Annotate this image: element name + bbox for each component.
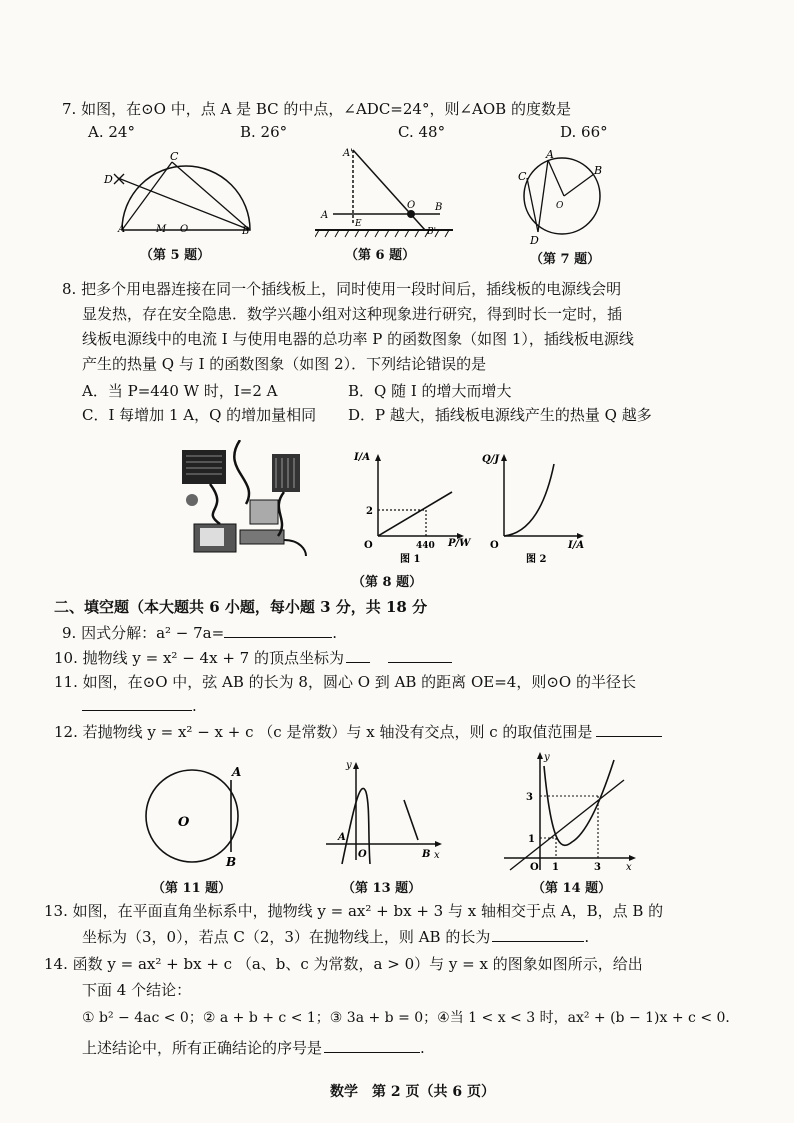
figure-14 — [500, 746, 640, 876]
caption-fig14: （第 14 题） — [532, 881, 612, 896]
fig11-label-o: O — [178, 815, 190, 830]
fig6-label-b: B — [435, 202, 443, 213]
q14-text: 上述结论中，所有正确结论的序号是 — [82, 1039, 323, 1057]
fig14-label-x: x — [626, 862, 632, 873]
q7-option-c: C. 48° — [398, 123, 446, 141]
figure-5 — [100, 150, 260, 240]
q9-answer-blank[interactable] — [224, 623, 332, 638]
graph2-ylabel: Q/J — [482, 454, 500, 465]
fig5-label-b: B — [242, 226, 250, 237]
fig7-label-a: A — [546, 148, 554, 161]
fig13-label-y: y — [346, 760, 352, 771]
q11-answer-blank[interactable] — [82, 696, 192, 711]
q8-option-a: A．当 P=440 W 时，I=2 A — [82, 382, 278, 400]
fig14-label-x1: 1 — [552, 862, 559, 873]
fig13-label-x: x — [434, 850, 440, 861]
fig14-label-y1: 1 — [528, 834, 535, 845]
graph1-ylabel: I/A — [354, 452, 371, 463]
graph-2 — [476, 448, 598, 566]
fig7-label-o: O — [556, 201, 564, 211]
fig6-label-a: A — [321, 210, 329, 221]
fig6-label-b-prime: B' — [427, 227, 437, 237]
graph2-caption: 图 2 — [526, 554, 547, 565]
figure-13 — [322, 756, 452, 871]
q13-end: . — [584, 928, 590, 946]
fig5-label-a: A — [118, 224, 126, 235]
q8-line-2: 显发热，存在安全隐患．数学兴趣小组对这种现象进行研究，得到时长一定时，插 — [82, 305, 623, 323]
q12-question — [54, 722, 662, 742]
fig6-label-e: E — [355, 219, 362, 229]
q9-end: . — [332, 624, 337, 642]
q8-line-1: 8. 把多个用电器连接在同一个插线板上，同时使用一段时间后，插线板的电源线会明 — [62, 280, 622, 298]
q11-line-2 — [82, 696, 197, 716]
fig14-label-y3: 3 — [526, 792, 533, 803]
fig11-label-b: B — [226, 855, 237, 869]
q9-text: 9. 因式分解：a² − 7a= — [62, 624, 225, 642]
q8-option-b: B．Q 随 I 的增大而增大 — [348, 382, 512, 400]
fig5-label-m: M — [156, 224, 167, 235]
caption-fig8: （第 8 题） — [352, 575, 423, 590]
fig5-label-c: C — [170, 150, 179, 163]
q8-option-d: D．P 越大，插线板电源线产生的热量 Q 越多 — [348, 406, 652, 424]
fig7-label-c: C — [518, 170, 527, 183]
q8-line-3: 线板电源线中的电流 I 与使用电器的总功率 P 的函数图象（如图 1），插线板电源线 — [82, 330, 634, 348]
graph1-y-tick: 2 — [366, 506, 373, 517]
q11-text: 11. 如图，在⊙O 中，弦 AB 的长为 8，圆心 O 到 AB 的距离 OE=4，则⊙O 的半径长 — [54, 673, 636, 691]
graph-1 — [350, 448, 480, 566]
section-2-title: 二、填空题（本大题共 6 小题，每小题 3 分，共 18 分 — [54, 598, 428, 616]
q14-line-2: 下面 4 个结论： — [82, 981, 192, 999]
figure-11 — [140, 756, 260, 876]
q13-line-2 — [82, 927, 589, 947]
q10-answer-blank-1[interactable] — [346, 648, 370, 663]
power-strip-illustration — [180, 440, 310, 558]
caption-fig11: （第 11 题） — [152, 881, 232, 896]
page-footer: 数学 第 2 页（共 6 页） — [330, 1084, 495, 1100]
q9-question — [62, 623, 337, 643]
q14-line-3: ① b² − 4ac < 0；② a + b + c < 1；③ 3a + b = 0；④当 1 < x < 3 时，ax² + (b − 1)x + c < 0． — [82, 1010, 740, 1026]
q12-answer-blank[interactable] — [596, 722, 662, 737]
fig7-label-b: B — [594, 164, 603, 177]
graph1-x-tick: 440 — [416, 541, 435, 551]
caption-fig7: （第 7 题） — [530, 252, 601, 267]
fig11-label-a: A — [232, 765, 242, 779]
figure-7 — [510, 148, 610, 248]
fig14-label-x3: 3 — [594, 862, 601, 873]
fig13-label-b: B — [422, 849, 431, 860]
fig13-label-a: A — [338, 832, 346, 843]
q7-option-b: B. 26° — [240, 123, 288, 141]
q10-question — [54, 648, 452, 668]
q14-line-1: 14. 函数 y = ax² + bx + c （a、b、c 为常数，a > 0）与 y = x 的图象如图所示，给出 — [44, 955, 643, 973]
graph1-origin: O — [364, 540, 373, 551]
figure-6 — [315, 142, 455, 242]
fig7-label-d: D — [530, 234, 539, 247]
q14-end: . — [420, 1039, 425, 1057]
caption-fig13: （第 13 题） — [342, 881, 422, 896]
q11-end: . — [192, 697, 197, 715]
graph2-xlabel: I/A — [568, 540, 585, 551]
q10-text: 10. 抛物线 y = x² − 4x + 7 的顶点坐标为 — [54, 649, 344, 667]
q7-stem: 7. 如图，在⊙O 中，点 A 是 BC 的中点，∠ADC=24°，则∠AOB 的度数是 — [62, 100, 571, 118]
caption-fig6: （第 6 题） — [345, 248, 416, 263]
graph1-xlabel: P/W — [448, 538, 471, 549]
caption-fig5: （第 5 题） — [140, 248, 211, 263]
fig14-label-y: y — [544, 752, 550, 763]
fig14-label-o: O — [530, 862, 539, 873]
graph1-caption: 图 1 — [400, 554, 421, 565]
q14-answer-blank[interactable] — [324, 1038, 420, 1053]
q8-option-c: C．I 每增加 1 A，Q 的增加量相同 — [82, 406, 317, 424]
fig6-label-o: O — [407, 200, 416, 211]
q13-text: 坐标为（3，0），若点 C（2，3）在抛物线上，则 AB 的长为 — [82, 928, 491, 946]
q14-line-4 — [82, 1038, 425, 1058]
q8-line-4: 产生的热量 Q 与 I 的函数图象（如图 2）．下列结论错误的是 — [82, 355, 487, 373]
fig6-label-a-prime: A' — [343, 148, 353, 159]
fig13-label-o: O — [358, 849, 367, 860]
graph2-origin: O — [490, 540, 499, 551]
q7-option-d: D. 66° — [560, 123, 608, 141]
q12-text: 12. 若抛物线 y = x² − x + c （c 是常数）与 x 轴没有交点，则 c 的取值范围是 — [54, 723, 593, 741]
q7-option-a: A. 24° — [88, 123, 135, 141]
q10-answer-blank-2[interactable] — [388, 648, 452, 663]
q13-answer-blank[interactable] — [492, 927, 584, 942]
fig5-label-d: D — [104, 173, 113, 186]
q13-line-1: 13. 如图，在平面直角坐标系中，抛物线 y = ax² + bx + 3 与 x 轴相交于点 A，B，点 B 的 — [44, 902, 664, 920]
fig5-label-o: O — [180, 224, 189, 235]
